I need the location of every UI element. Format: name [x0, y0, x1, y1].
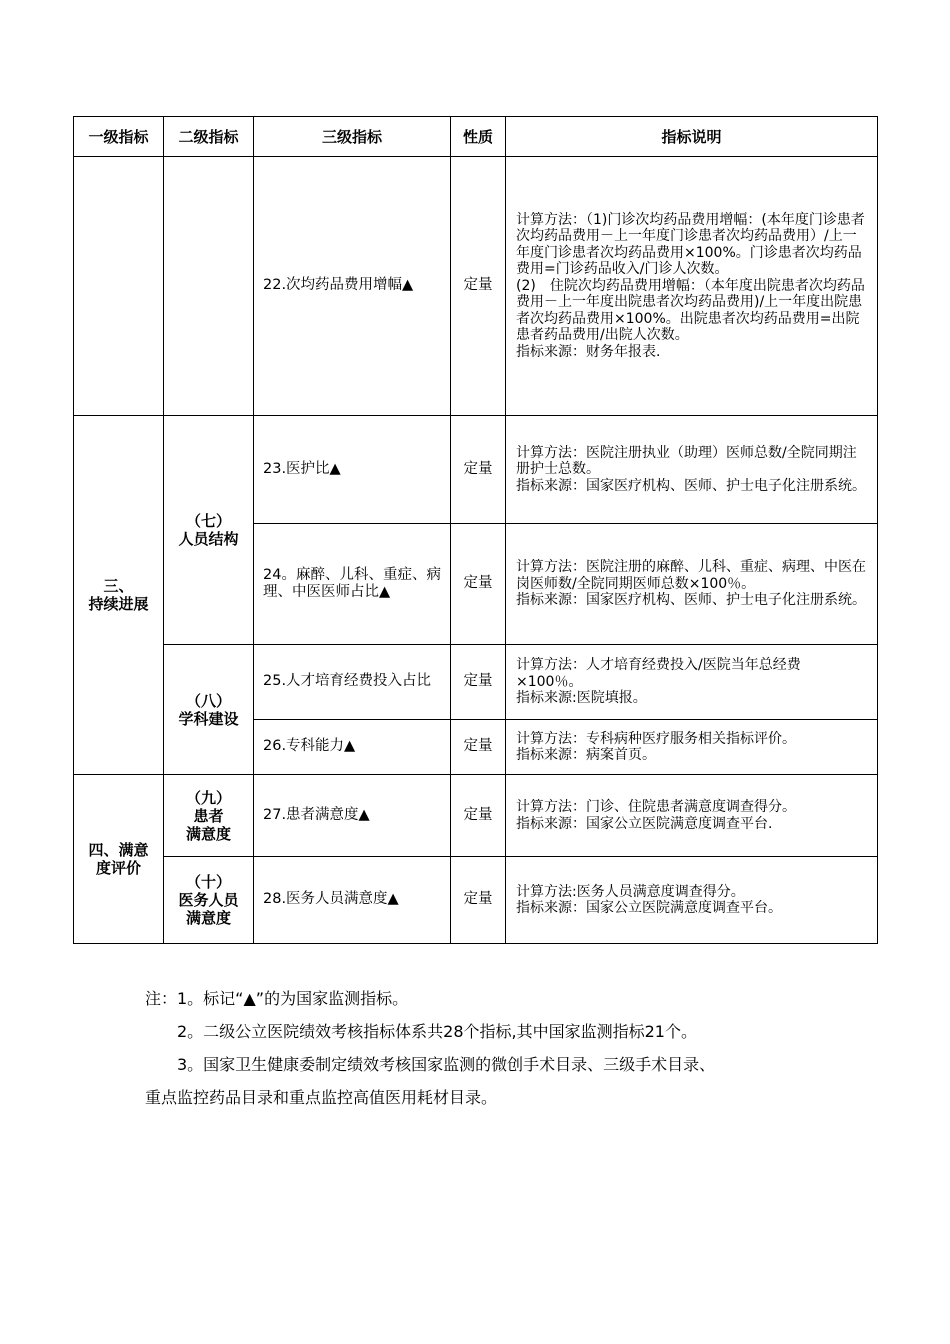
- nature-cell: 定量: [451, 157, 506, 416]
- level3-cell: 28.医务人员满意度▲: [254, 857, 451, 944]
- description-cell: 计算方法：门诊、住院患者满意度调查得分。 指标来源：国家公立医院满意度调查平台.: [506, 775, 878, 857]
- level1-cell-empty: [74, 157, 164, 416]
- description-cell: 计算方法：人才培育经费投入/医院当年总经费×100％。 指标来源:医院填报。: [506, 645, 878, 720]
- header-row: [74, 117, 878, 157]
- note-line: 重点监控药品目录和重点监控高值医用耗材目录。: [145, 1088, 498, 1107]
- note-line: 2。二级公立医院绩效考核指标体系共28个指标,其中国家监测指标21个。: [177, 1022, 697, 1041]
- header-level3: 三级指标: [254, 117, 451, 157]
- description-cell: 计算方法：专科病种医疗服务相关指标评价。 指标来源：病案首页。: [506, 720, 878, 775]
- level2-personnel: （七） 人员结构: [164, 416, 254, 645]
- table-row: [74, 416, 878, 524]
- description-cell: 计算方法:医务人员满意度调查得分。 指标来源：国家公立医院满意度调查平台。: [506, 857, 878, 944]
- description-cell: 计算方法：（1)门诊次均药品费用增幅：(本年度门诊患者次均药品费用－上一年度门诊患者次均药品费用）/上一年度门诊患者次均药品费用×100%。门诊患者次均药品费用=门诊药品收入/门诊人次数。 (2) 住院次均药品费用增幅：（本年度出院患者次均药品费用－上一年度出院患者次均药品费用)/上一年度出院患者次均药品费用×100%。出院患者次均药品费用=出院患者药品费用/出院人次数。 指标来源：财务年报表.: [506, 157, 878, 416]
- description-cell: 计算方法：医院注册执业（助理）医师总数/全院同期注册护士总数。 指标来源：国家医疗机构、医师、护士电子化注册系统。: [506, 416, 878, 524]
- nature-cell: 定量: [451, 720, 506, 775]
- note-line: 3。国家卫生健康委制定绩效考核国家监测的微创手术目录、三级手术目录、: [177, 1055, 716, 1074]
- header-nature: 性质: [451, 117, 506, 157]
- nature-cell: 定量: [451, 775, 506, 857]
- level3-cell: 22.次均药品费用增幅▲: [254, 157, 451, 416]
- level3-cell: 27.患者满意度▲: [254, 775, 451, 857]
- level1-sustain: 三、 持续进展: [74, 416, 164, 775]
- header-description: 指标说明: [506, 117, 878, 157]
- nature-cell: 定量: [451, 857, 506, 944]
- level2-cell-empty: [164, 157, 254, 416]
- table-row: [74, 775, 878, 857]
- notes-section: [145, 982, 845, 1114]
- level1-satisfaction: 四、满意 度评价: [74, 775, 164, 944]
- level3-cell: 25.人才培育经费投入占比: [254, 645, 451, 720]
- level3-cell: 26.专科能力▲: [254, 720, 451, 775]
- header-level2: 二级指标: [164, 117, 254, 157]
- level2-staff: （十） 医务人员 满意度: [164, 857, 254, 944]
- nature-cell: 定量: [451, 645, 506, 720]
- level3-cell: 24。麻醉、儿科、重症、病理、中医医师占比▲: [254, 524, 451, 645]
- table-row: [74, 857, 878, 944]
- description-cell: 计算方法：医院注册的麻醉、儿科、重症、病理、中医在岗医师数/全院同期医师总数×100％。 指标来源：国家医疗机构、医师、护士电子化注册系统。: [506, 524, 878, 645]
- indicator-table: [73, 116, 878, 944]
- level3-cell: 23.医护比▲: [254, 416, 451, 524]
- header-level1: 一级指标: [74, 117, 164, 157]
- nature-cell: 定量: [451, 524, 506, 645]
- table-row: [74, 157, 878, 416]
- nature-cell: 定量: [451, 416, 506, 524]
- table-row: [74, 645, 878, 720]
- level2-discipline: （八） 学科建设: [164, 645, 254, 775]
- note-line: 注：1。标记“▲”的为国家监测指标。: [145, 989, 409, 1008]
- level2-patient: （九） 患者 满意度: [164, 775, 254, 857]
